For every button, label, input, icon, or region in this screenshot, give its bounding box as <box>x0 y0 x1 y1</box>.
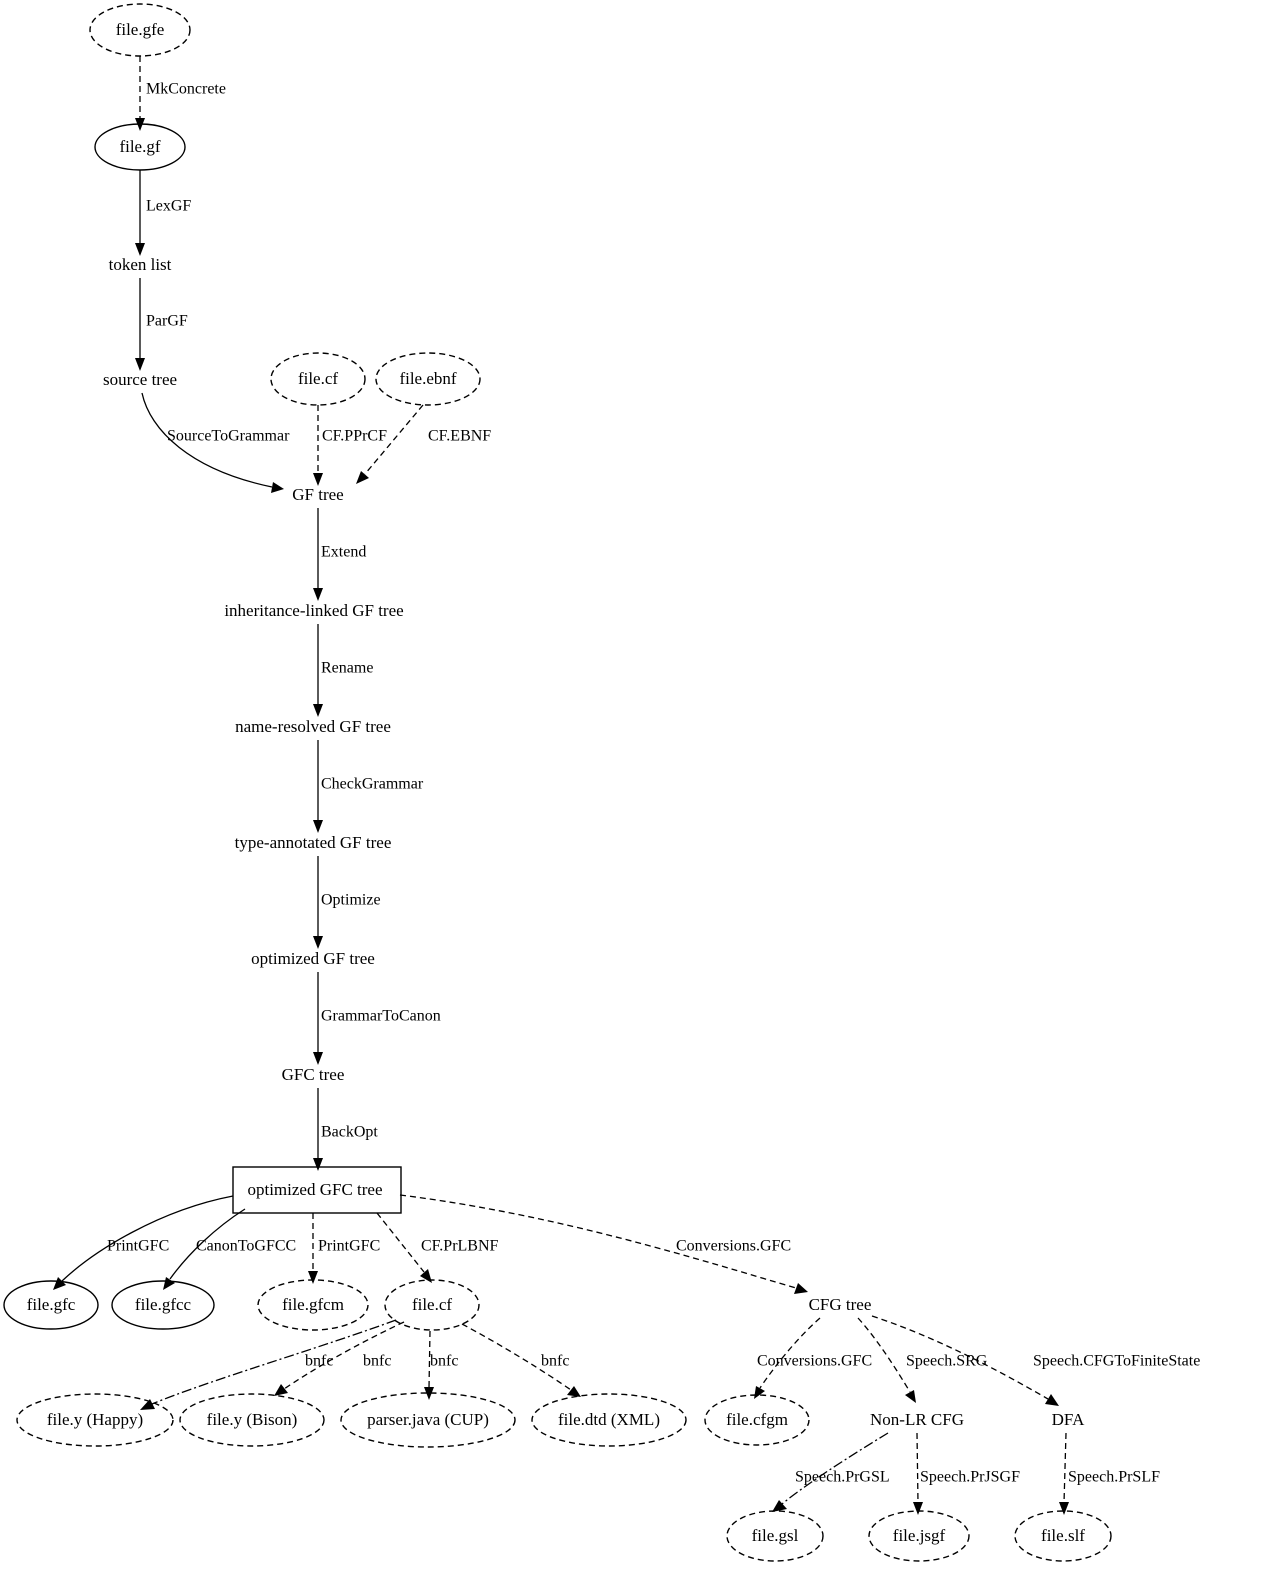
node-label-file-gsl: file.gsl <box>751 1525 799 1545</box>
node-label-file-slf: file.slf <box>1041 1525 1085 1545</box>
node-label-token-list: token list <box>108 254 172 274</box>
edge-label-speech-prgsl: Speech.PrGSL <box>795 1468 890 1486</box>
node-label-file-jsgf: file.jsgf <box>892 1525 946 1545</box>
node-label-type-annotated-gf-tree: type-annotated GF tree <box>234 832 392 852</box>
edge-label-sourcetogrammar: SourceToGrammar <box>167 427 290 445</box>
edge-label-mkconcrete: MkConcrete <box>146 80 226 98</box>
node-label-optimized-gf-tree: optimized GF tree <box>251 948 375 968</box>
edge-label-backopt: BackOpt <box>321 1123 378 1141</box>
node-label-file-gfcc: file.gfcc <box>134 1294 192 1314</box>
edge-bnfc-happy <box>140 1320 396 1410</box>
edge-label-extend: Extend <box>321 543 367 561</box>
node-label-file-ebnf: file.ebnf <box>399 368 457 388</box>
edge-label-conversions-gfc-cfgtree: Conversions.GFC <box>676 1237 792 1255</box>
node-label-file-gfe: file.gfe <box>115 19 165 39</box>
node-label-file-cf-top: file.cf <box>297 368 339 388</box>
node-label-parser-java-cup: parser.java (CUP) <box>367 1409 489 1429</box>
edge-label-speech-cfgtofinitestate: Speech.CFGToFiniteState <box>1033 1352 1201 1370</box>
edge-label-checkgrammar: CheckGrammar <box>321 775 424 793</box>
edge-label-printgfc-gfc: PrintGFC <box>107 1237 170 1255</box>
node-label-file-gf: file.gf <box>119 136 161 156</box>
edge-label-rename: Rename <box>321 659 374 677</box>
node-label-gf-tree: GF tree <box>292 484 344 504</box>
edge-label-pargf: ParGF <box>146 312 188 330</box>
node-label-dfa: DFA <box>1051 1409 1085 1429</box>
edge-label-printgfc-gfcm: PrintGFC <box>318 1237 381 1255</box>
node-label-cfg-tree: CFG tree <box>808 1294 872 1314</box>
node-label-file-cf-low: file.cf <box>411 1294 453 1314</box>
edge-printgfc-gfcm <box>308 1213 318 1284</box>
node-label-name-resolved-gf-tree: name-resolved GF tree <box>235 716 391 736</box>
edge-pargf <box>135 278 145 371</box>
node-label-file-gfcm: file.gfcm <box>282 1294 344 1314</box>
edge-label-speech-prslf: Speech.PrSLF <box>1068 1468 1160 1486</box>
edge-label-bnfc-happy: bnfc <box>305 1352 334 1370</box>
edge-label-canontogfcc: CanonToGFCC <box>196 1237 297 1255</box>
node-label-optimized-gfc-tree: optimized GFC tree <box>247 1179 383 1199</box>
node-label-file-y-bison: file.y (Bison) <box>206 1409 298 1429</box>
node-label-file-gfc: file.gfc <box>26 1294 76 1314</box>
edge-lexgf <box>135 170 145 256</box>
node-label-non-lr-cfg: Non-LR CFG <box>870 1409 964 1429</box>
edge-label-speech-srg: Speech.SRG <box>906 1352 988 1370</box>
edge-label-lexgf: LexGF <box>146 197 192 215</box>
edge-label-conversions-gfc-cfgm: Conversions.GFC <box>757 1352 873 1370</box>
edge-label-bnfc-xml: bnfc <box>541 1352 570 1370</box>
edge-label-cf-pprcf: CF.PPrCF <box>322 427 387 445</box>
edge-label-bnfc-bison: bnfc <box>363 1352 392 1370</box>
edge-cf-pprcf <box>313 405 323 486</box>
edge-label-bnfc-cup: bnfc <box>430 1352 459 1370</box>
edge-label-grammartocanon: GrammarToCanon <box>321 1007 441 1025</box>
node-label-file-dtd-xml: file.dtd (XML) <box>558 1409 660 1429</box>
node-label-file-y-happy: file.y (Happy) <box>46 1409 144 1429</box>
node-label-file-cfgm: file.cfgm <box>726 1409 788 1429</box>
node-label-source-tree: source tree <box>102 369 178 389</box>
node-label-inheritance-linked-gf-tree: inheritance-linked GF tree <box>224 600 404 620</box>
node-label-gfc-tree: GFC tree <box>281 1064 345 1084</box>
edge-label-speech-prjsgf: Speech.PrJSGF <box>920 1468 1021 1486</box>
edge-mkconcrete <box>135 56 145 131</box>
edge-label-optimize: Optimize <box>321 891 381 909</box>
edge-label-cf-ebnf: CF.EBNF <box>428 427 492 445</box>
edge-label-cf-prlbnf: CF.PrLBNF <box>421 1237 499 1255</box>
